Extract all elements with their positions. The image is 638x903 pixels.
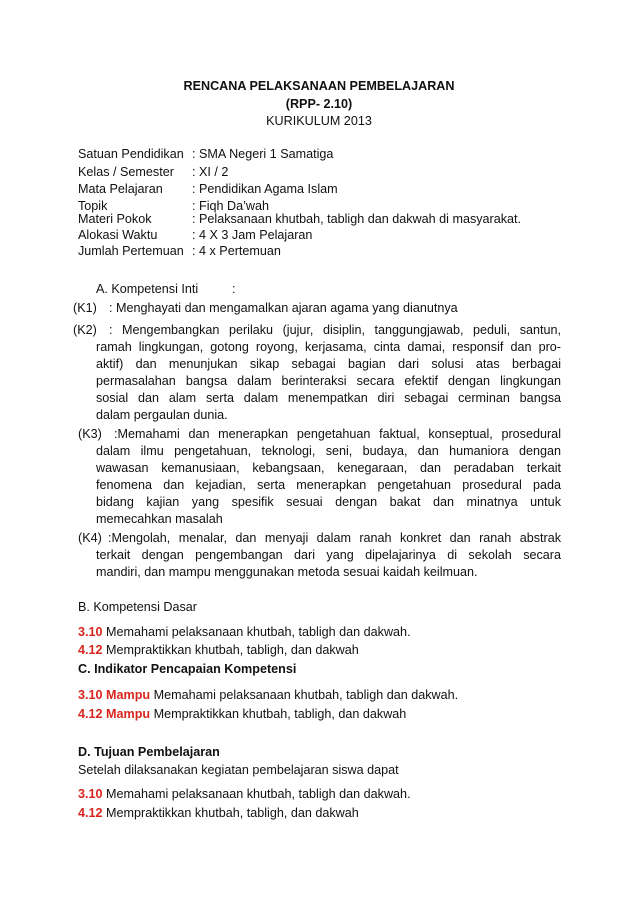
k2-line: sosial dan alam serta dalam menempatkan diri sebagai cerminan bangsa	[96, 391, 561, 405]
identity-value: : SMA Negeri 1 Samatiga	[192, 147, 334, 161]
kd-number: 3.10	[78, 625, 103, 639]
kd-text: Mempraktikkan khutbah, tabligh, dan dakwah	[102, 643, 359, 657]
ki-heading: A. Kompetensi Inti	[96, 282, 199, 296]
k2-line: permasalahan bangsa dalam berinteraksi secara efektif dengan lingkungan	[96, 374, 561, 388]
kd-text: Memahami pelaksanaan khutbah, tabligh dan dakwah.	[102, 625, 411, 639]
curriculum-label: KURIKULUM 2013	[266, 114, 372, 128]
tujuan-item	[78, 806, 359, 820]
tujuan-heading: D. Tujuan Pembelajaran	[78, 745, 220, 759]
identity-value: : Fiqh Da’wah	[192, 199, 269, 213]
k2-line: aktif) dan menunjukan sikap sebagai bagian dari solusi atas berbagai	[96, 357, 561, 371]
ki-heading-colon: :	[232, 282, 236, 296]
ipk-red-word: Mampu	[102, 707, 151, 721]
identity-label: Topik	[78, 199, 108, 213]
identity-label: Satuan Pendidikan	[78, 147, 184, 161]
identity-value: : Pendidikan Agama Islam	[192, 182, 338, 196]
identity-value: : 4 x Pertemuan	[192, 244, 281, 258]
tujuan-item	[78, 787, 411, 801]
identity-label: Alokasi Waktu	[78, 228, 158, 242]
identity-value: : 4 X 3 Jam Pelajaran	[192, 228, 313, 242]
identity-value: : XI / 2	[192, 165, 229, 179]
kd-item	[78, 625, 411, 639]
document-title: RENCANA PELAKSANAAN PEMBELAJARAN	[183, 79, 455, 93]
k4-line: mandiri, dan mampu menggunakan metoda sesuai kaidah keilmuan.	[96, 565, 478, 579]
ipk-text: Memahami pelaksanaan khutbah, tabligh dan dakwah.	[150, 688, 459, 702]
tujuan-number: 4.12	[78, 806, 103, 820]
ipk-red-word: Mampu	[102, 688, 151, 702]
ipk-number: 4.12	[78, 707, 103, 721]
identity-value: : Pelaksanaan khutbah, tabligh dan dakwah di masyarakat.	[192, 212, 522, 226]
kd-number: 4.12	[78, 643, 103, 657]
k3-line: memecahkan masalah	[96, 512, 223, 526]
tujuan-number: 3.10	[78, 787, 103, 801]
tujuan-intro: Setelah dilaksanakan kegiatan pembelajaran siswa dapat	[78, 763, 399, 777]
identity-label: Kelas / Semester	[78, 165, 174, 179]
ipk-item	[78, 707, 406, 721]
ipk-number: 3.10	[78, 688, 103, 702]
identity-label: Mata Pelajaran	[78, 182, 163, 196]
k1-code: (K1)	[73, 301, 97, 315]
kd-heading: B. Kompetensi Dasar	[78, 600, 197, 614]
k1-line: : Menghayati dan mengamalkan ajaran agama yang dianutnya	[109, 301, 458, 315]
k2-line: : Mengembangkan perilaku (jujur, disiplin, tanggungjawab, peduli, santun,	[109, 323, 561, 337]
k3-code: (K3)	[78, 427, 102, 441]
k3-line: wawasan kemanusiaan, kebangsaan, kenegaraan, dan peradaban terkait	[96, 461, 561, 475]
k4-line: :Mengolah, menalar, dan menyaji dalam ranah konkret dan ranah abstrak	[108, 531, 561, 545]
k2-code: (K2)	[73, 323, 97, 337]
tujuan-text: Memahami pelaksanaan khutbah, tabligh dan dakwah.	[102, 787, 411, 801]
k2-line: ramah lingkungan, gotong royong, kerjasama, cinta damai, responsif dan pro-	[96, 340, 561, 354]
tujuan-text: Mempraktikkan khutbah, tabligh, dan dakwah	[102, 806, 359, 820]
k3-line: bidang kajian yang spesifik sesuai dengan bakat dan minatnya untuk	[96, 495, 561, 509]
k3-line: :Memahami dan menerapkan pengetahuan faktual, konseptual, prosedural	[114, 427, 561, 441]
k4-code: (K4)	[78, 531, 102, 545]
ipk-item	[78, 688, 458, 702]
k3-line: fenomena dan kejadian, serta menerapkan pengetahuan prosedural pada	[96, 478, 561, 492]
ipk-text: Mempraktikkan khutbah, tabligh, dan dakwah	[150, 707, 407, 721]
k4-line: terkait dengan pengembangan dari yang dipelajarinya di sekolah secara	[96, 548, 561, 562]
k2-line: dalam pergaulan dunia.	[96, 408, 228, 422]
rpp-code: (RPP- 2.10)	[285, 97, 353, 111]
ipk-heading: C. Indikator Pencapaian Kompetensi	[78, 662, 297, 676]
kd-item	[78, 643, 359, 657]
identity-label: Materi Pokok	[78, 212, 152, 226]
k3-line: dalam ilmu pengetahuan, teknologi, seni, budaya, dan humaniora dengan	[96, 444, 561, 458]
identity-label: Jumlah Pertemuan	[78, 244, 184, 258]
